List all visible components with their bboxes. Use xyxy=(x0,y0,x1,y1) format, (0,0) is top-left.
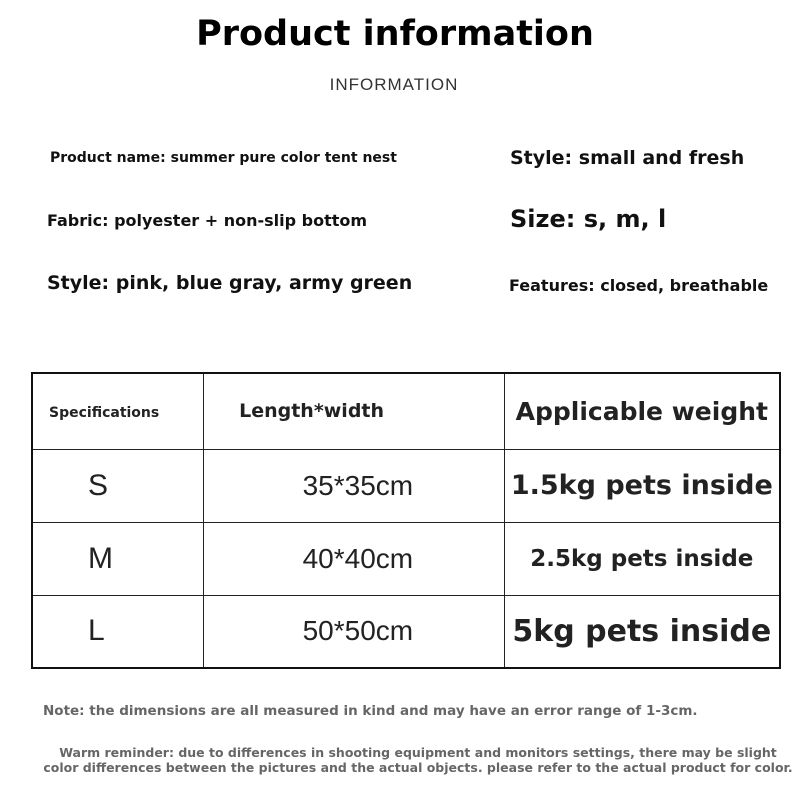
measurement-note: Note: the dimensions are all measured in kind and may have an error range of 1-3cm. xyxy=(43,703,698,719)
info-features: Features: closed, breathable xyxy=(509,276,769,295)
dimension-value: 40*40cm xyxy=(302,542,414,574)
warm-reminder-line-2: color differences between the pictures and the actual objects. please refer to the actual product for color. xyxy=(43,760,793,775)
info-size: Size: s, m, l xyxy=(510,205,667,233)
page-title: Product information xyxy=(196,14,594,54)
size-cell xyxy=(32,449,204,522)
size-label: M xyxy=(88,541,113,575)
page-subtitle: INFORMATION xyxy=(329,75,459,94)
header-cell-applicable-weight xyxy=(504,373,780,449)
weight-cell xyxy=(504,449,780,522)
table-header-row xyxy=(32,373,780,449)
info-style-colors: Style: pink, blue gray, army green xyxy=(47,272,413,294)
info-fabric: Fabric: polyester + non-slip bottom xyxy=(47,211,368,230)
header-length-width: Length*width xyxy=(239,400,385,423)
warm-reminder xyxy=(0,745,800,775)
header-specifications: Specifications xyxy=(49,404,160,421)
table-row xyxy=(32,595,780,668)
dimension-value: 50*50cm xyxy=(302,615,414,647)
info-product-name: Product name: summer pure color tent nest xyxy=(50,150,397,166)
dimension-cell xyxy=(204,449,505,522)
weight-value: 1.5kg pets inside xyxy=(510,470,773,501)
weight-cell xyxy=(504,522,780,595)
weight-cell xyxy=(504,595,780,668)
size-label: L xyxy=(88,614,105,648)
table-row xyxy=(32,449,780,522)
dimension-cell xyxy=(204,522,505,595)
weight-value: 2.5kg pets inside xyxy=(530,545,754,572)
size-cell xyxy=(32,522,204,595)
header-applicable-weight: Applicable weight xyxy=(515,396,768,426)
dimension-value: 35*35cm xyxy=(302,469,414,501)
weight-value: 5kg pets inside xyxy=(512,613,772,649)
warm-reminder-line-1: Warm reminder: due to differences in shooting equipment and monitors settings, there may be slight xyxy=(59,745,777,760)
table-row xyxy=(32,522,780,595)
spec-table xyxy=(31,372,781,669)
size-label: S xyxy=(88,468,109,502)
header-cell-specifications xyxy=(32,373,204,449)
dimension-cell xyxy=(204,595,505,668)
info-style-fresh: Style: small and fresh xyxy=(510,147,745,169)
header-cell-length-width xyxy=(204,373,505,449)
size-cell xyxy=(32,595,204,668)
